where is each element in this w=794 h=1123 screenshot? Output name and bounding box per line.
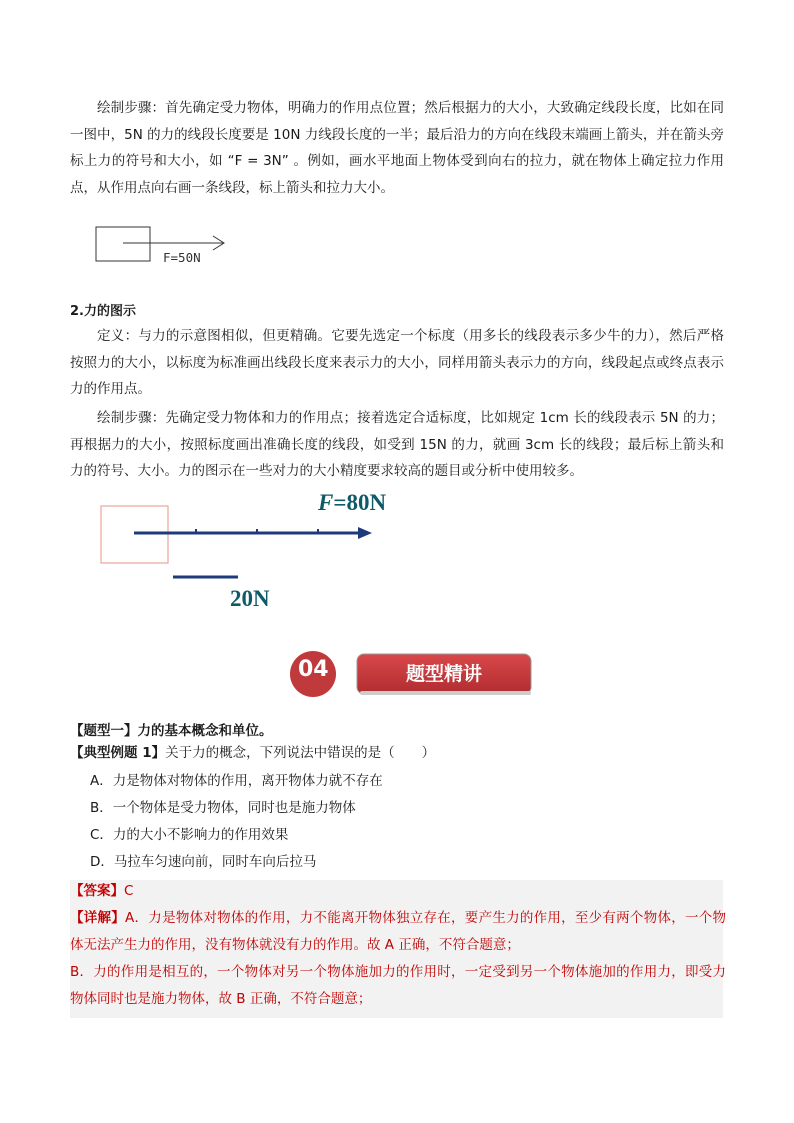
section-heading-force-graphic: 2.力的图示 (70, 304, 136, 319)
definition-paragraph: 定义：与力的示意图相似，但更精确。它要先选定一个标度（用多长的线段表示多少牛的力），然后严格按照力的大小，以标度为标准画出线段长度来表示力的大小，同样用箭头表示力的方向，线段起点或终点表示力的作用点。 (70, 328, 724, 397)
example-question-stem (70, 742, 435, 764)
force-graphic-diagram (100, 505, 390, 585)
force-label-50n: F=50N (163, 250, 201, 265)
detail-b-paragraph: B．力的作用是相互的，一个物体对另一个物体施加力的作用时，一定受到另一个物体施加的作用力，即受力物体同时也是施力物体，故 B 正确，不符合题意； (70, 964, 726, 1007)
detail-a-paragraph (70, 905, 726, 959)
option-a: A．力是物体对物体的作用，离开物体力就不存在 (90, 773, 383, 789)
force-symbol: F (318, 490, 334, 515)
option-d: D．马拉车匀速向前，同时车向后拉马 (90, 854, 317, 870)
force-arrow-head (358, 527, 372, 539)
force-magnitude: =80N (333, 490, 387, 515)
answer-tag: 【答案】 (70, 883, 124, 899)
answer-value: C (124, 883, 134, 899)
answer-line (70, 878, 726, 905)
force-value-label (318, 490, 386, 516)
banner-number: 04 (298, 657, 329, 682)
banner-title: 题型精讲 (405, 663, 482, 685)
question-type-heading: 【题型一】力的基本概念和单位。 (70, 723, 273, 739)
option-c: C．力的大小不影响力的作用效果 (90, 827, 289, 843)
example-tag: 【典型例题 1】 (70, 745, 166, 761)
graphic-steps-paragraph: 绘制步骤：先确定受力物体和力的作用点；接着选定合适标度，比如规定 1cm 长的线段表示 5N 的力；再根据力的大小，按照标度画出准确长度的线段，如受到 15N 的力，就画 3cm 长的线段；最后标上箭头和力的符号、大小。力的图示在一些对力的大小精度要求较高的题目或分析中使用较多。 (70, 410, 724, 479)
detail-tag: 【详解】 (70, 910, 126, 926)
scale-label: 20N (230, 586, 270, 611)
banner-title-shadow (360, 691, 531, 695)
object-box (96, 227, 150, 261)
force-diagram-schematic (95, 226, 235, 272)
detail-a: A．力是物体对物体的作用，力不能离开物体独立存在，要产生力的作用，至少有两个物体，一个物体无法产生力的作用，没有物体就没有力的作用。故 A 正确，不符合题意； (70, 910, 727, 953)
question-stem: 关于力的概念，下列说法中错误的是（ ） (165, 745, 436, 761)
option-b: B．一个物体是受力物体，同时也是施力物体 (90, 800, 356, 816)
drawing-steps-paragraph: 绘制步骤：首先确定受力物体，明确力的作用点位置；然后根据力的大小，大致确定线段长度，比如在同一图中，5N 的力的线段长度要是 10N 力线段长度的一半；最后沿力的方向在线段末端画上箭头，并在箭头旁标上力的符号和大小，如 “F = 3N” 。例如，画水平地面上物体受到向右的拉力，就在物体上确定拉力作用点，从作用点向右画一条线段，标上箭头和拉力大小。 (70, 100, 724, 196)
